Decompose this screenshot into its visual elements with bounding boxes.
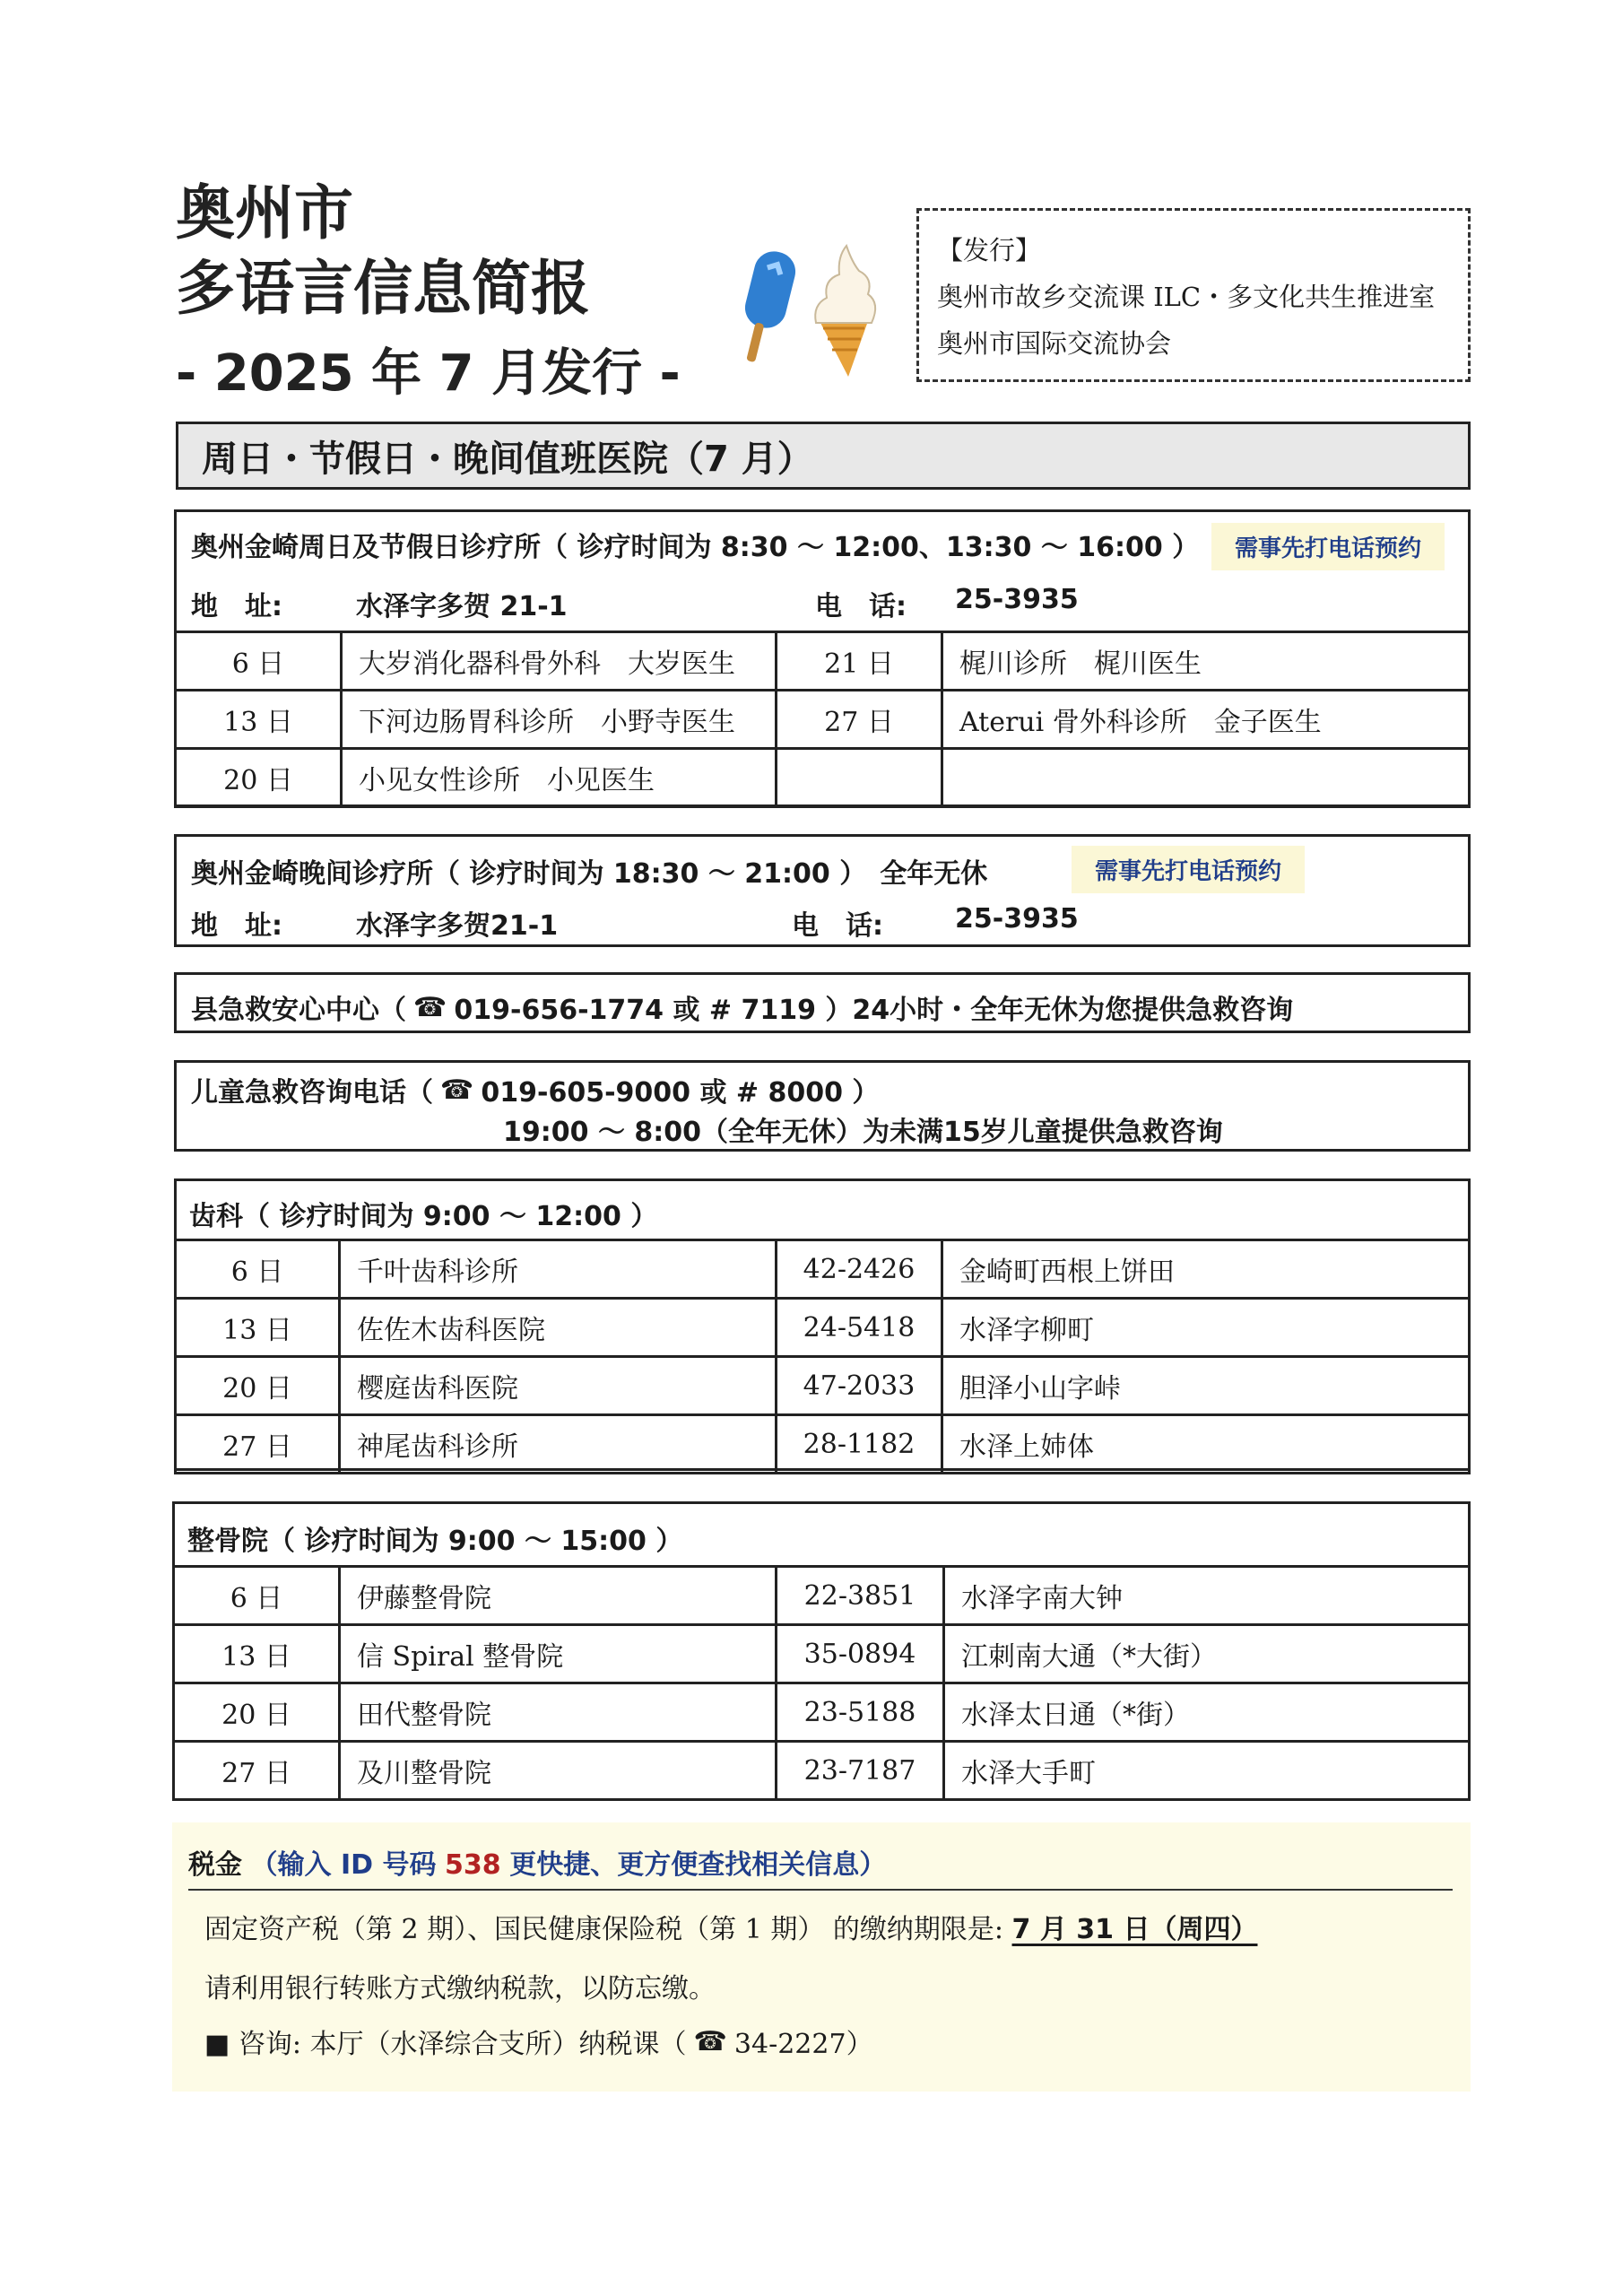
phone-cell: 24-5418 xyxy=(777,1299,942,1357)
issuer-label: 【发行】 xyxy=(937,235,1042,265)
clinic-cell: 信 Spiral 整骨院 xyxy=(340,1625,777,1683)
child-emergency-box xyxy=(174,1060,1471,1152)
tax-hint-after: 更快捷、更方便查找相关信息） xyxy=(509,1849,887,1881)
bonesetting-table xyxy=(172,1565,1471,1801)
date-cell: 6 日 xyxy=(174,1567,340,1625)
table-row xyxy=(176,1240,1470,1299)
phone-value: 25-3935 xyxy=(955,903,1079,935)
clinic-cell: Aterui 骨外科诊所 金子医生 xyxy=(942,691,1470,749)
issuer-line1: 奥州市故乡交流课 ILC・多文化共生推进室 xyxy=(937,282,1436,312)
address-cell: 水泽字柳町 xyxy=(942,1299,1470,1357)
bonesetting-box xyxy=(172,1501,1471,1801)
dental-table xyxy=(174,1239,1471,1474)
date-cell: 20 日 xyxy=(174,1683,340,1742)
tax-line2: 请利用银行转账方式缴纳税款，以防忘缴。 xyxy=(204,1973,716,2005)
section-title: 周日・节假日・晚间值班医院（7 月） xyxy=(176,422,1471,490)
phone-cell: 42-2426 xyxy=(777,1240,942,1299)
tax-panel xyxy=(172,1822,1471,2092)
clinic-cell: 神尾齿科诊所 xyxy=(340,1415,777,1474)
phone-cell: 47-2033 xyxy=(777,1357,942,1415)
tax-line1 xyxy=(204,1907,1257,1946)
tax-inquiry-phone: 34-2227） xyxy=(733,2029,873,2060)
child-text-before: 儿童急救咨询电话（ xyxy=(191,1077,433,1109)
date-cell: 20 日 xyxy=(176,1357,340,1415)
date-cell: 6 日 xyxy=(176,632,342,691)
soft-serve-icon xyxy=(815,246,875,377)
table-row xyxy=(174,1567,1470,1625)
table-row xyxy=(174,1625,1470,1683)
date-cell: 13 日 xyxy=(174,1625,340,1683)
clinic-cell: 伊藤整骨院 xyxy=(340,1567,777,1625)
reservation-badge: 需事先打电话预约 xyxy=(1211,523,1445,570)
table-row xyxy=(176,1299,1470,1357)
clinic-cell: 及川整骨院 xyxy=(340,1742,777,1800)
clinic-cell: 梶川诊所 梶川医生 xyxy=(942,632,1470,691)
child-emergency-line1 xyxy=(191,1070,879,1109)
phone-value: 25-3935 xyxy=(955,584,1079,615)
emergency-text-after: 019-656-1774 或 # 7119 ）24小时・全年无休为您提供急救咨询 xyxy=(454,995,1294,1026)
phone-icon: ☎ xyxy=(413,991,447,1023)
title-newsletter: 多语言信息简报 xyxy=(176,254,590,323)
date-cell: 27 日 xyxy=(777,691,942,749)
bonesetting-title: 整骨院（ 诊疗时间为 9:00 ～ 15:00 ） xyxy=(187,1526,683,1557)
date-cell: 27 日 xyxy=(174,1742,340,1800)
tax-hint-id: 538 xyxy=(445,1849,501,1881)
clinic-cell: 佐佐木齿科医院 xyxy=(340,1299,777,1357)
dental-box xyxy=(174,1178,1471,1471)
tax-title: 税金 xyxy=(188,1849,242,1881)
clinic-cell: 大岁消化器科骨外科 大岁医生 xyxy=(342,632,777,691)
night-clinic-title: 奥州金崎晚间诊疗所（ 诊疗时间为 18:30 ～ 21:00 ） 全年无休 xyxy=(191,858,988,890)
phone-label: 电 话: xyxy=(792,910,883,942)
phone-cell: 22-3851 xyxy=(777,1567,944,1625)
phone-cell: 35-0894 xyxy=(777,1625,944,1683)
address-cell: 水泽大手町 xyxy=(944,1742,1470,1800)
reservation-badge: 需事先打电话预约 xyxy=(1072,846,1305,893)
address-cell: 金崎町西根上饼田 xyxy=(942,1240,1470,1299)
date-cell: 6 日 xyxy=(176,1240,340,1299)
child-text-after: 019-605-9000 或 # 8000 ） xyxy=(481,1077,880,1109)
title-city: 奥州市 xyxy=(176,178,353,248)
address-label: 地 址: xyxy=(191,910,282,942)
address-cell: 水泽上姉体 xyxy=(942,1415,1470,1474)
phone-icon: ☎ xyxy=(693,2025,727,2057)
phone-cell: 28-1182 xyxy=(777,1415,942,1474)
phone-cell: 23-7187 xyxy=(777,1742,944,1800)
table-row xyxy=(176,1415,1470,1474)
date-cell: 13 日 xyxy=(176,691,342,749)
clinic-cell: 樱庭齿科医院 xyxy=(340,1357,777,1415)
holiday-clinic-box xyxy=(174,509,1471,807)
night-clinic-box xyxy=(174,834,1471,947)
date-cell: 13 日 xyxy=(176,1299,340,1357)
table-row xyxy=(176,749,1470,807)
address-cell: 水泽太日通（*街） xyxy=(944,1683,1470,1742)
child-emergency-line2: 19:00 ～ 8:00（全年无休）为未满15岁儿童提供急救咨询 xyxy=(503,1117,1223,1148)
dental-title: 齿科（ 诊疗时间为 9:00 ～ 12:00 ） xyxy=(189,1201,658,1232)
tax-header xyxy=(188,1842,1453,1891)
table-row xyxy=(176,1357,1470,1415)
tax-inquiry-text: ■ 咨询: 本厅（水泽综合支所）纳税课（ xyxy=(204,2029,687,2060)
address-value: 水泽字多贺21-1 xyxy=(356,910,559,942)
address-cell: 水泽字南大钟 xyxy=(944,1567,1470,1625)
tax-hint-before: （输入 ID 号码 xyxy=(250,1849,437,1881)
issue-date: - 2025 年 7 月发行 - xyxy=(176,344,681,403)
tax-deadline: 7 月 31 日（周四） xyxy=(1011,1914,1258,1945)
address-cell: 胆泽小山字峠 xyxy=(942,1357,1470,1415)
table-row xyxy=(176,691,1470,749)
emergency-center-box xyxy=(174,972,1471,1033)
tax-inquiry xyxy=(204,2022,873,2061)
holiday-clinic-table xyxy=(174,631,1471,808)
emergency-text-before: 县急救安心中心（ xyxy=(191,995,406,1026)
table-row xyxy=(176,632,1470,691)
clinic-cell: 田代整骨院 xyxy=(340,1683,777,1742)
tax-line1-text: 固定资产税（第 2 期）、国民健康保险税（第 1 期） 的缴纳期限是: xyxy=(204,1914,1003,1945)
phone-cell: 23-5188 xyxy=(777,1683,944,1742)
clinic-cell: 千叶齿科诊所 xyxy=(340,1240,777,1299)
address-cell: 江刺南大通（*大街） xyxy=(944,1625,1470,1683)
date-cell: 21 日 xyxy=(777,632,942,691)
phone-icon: ☎ xyxy=(440,1074,474,1106)
phone-label: 电 话: xyxy=(815,591,907,622)
clinic-cell: 下河边肠胃科诊所 小野寺医生 xyxy=(342,691,777,749)
table-row xyxy=(174,1742,1470,1800)
date-cell xyxy=(777,749,942,807)
date-cell: 27 日 xyxy=(176,1415,340,1474)
emergency-center-line xyxy=(191,987,1293,1027)
holiday-clinic-title: 奥州金崎周日及节假日诊疗所（ 诊疗时间为 8:30 ～ 12:00、13:30 ～ 16:00 ） xyxy=(191,532,1200,563)
popsicle-icon xyxy=(741,248,799,363)
date-cell: 20 日 xyxy=(176,749,342,807)
clinic-cell xyxy=(942,749,1470,807)
address-value: 水泽字多贺 21-1 xyxy=(356,591,568,622)
address-label: 地 址: xyxy=(191,591,282,622)
issuer-box xyxy=(916,208,1471,382)
issuer-line2: 奥州市国际交流协会 xyxy=(937,328,1172,359)
clinic-cell: 小见女性诊所 小见医生 xyxy=(342,749,777,807)
table-row xyxy=(174,1683,1470,1742)
ice-cream-icon xyxy=(733,235,886,378)
